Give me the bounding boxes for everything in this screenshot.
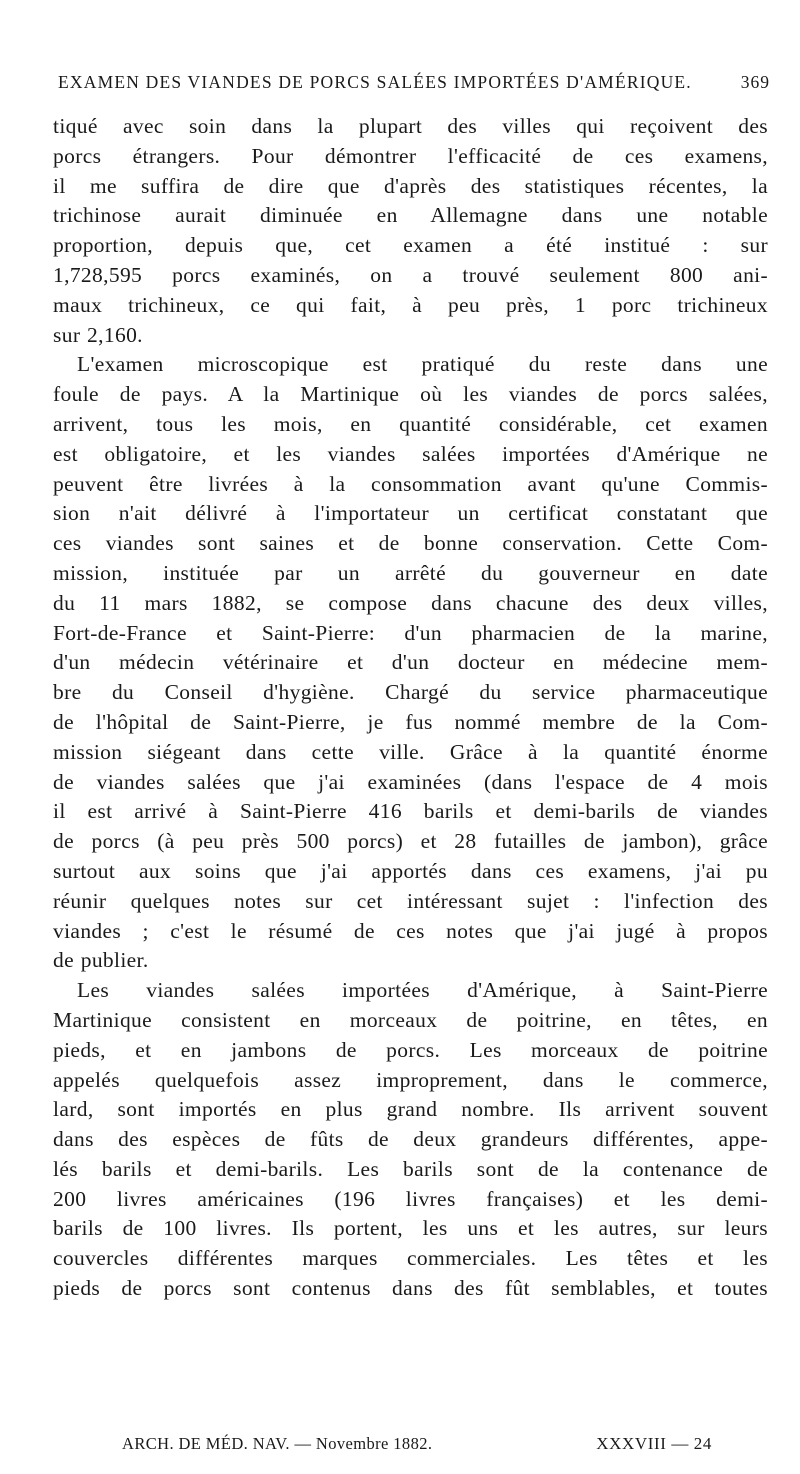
text-line: Fort-de-France et Saint-Pierre: d'un pharmacien de la marine, xyxy=(53,620,768,645)
text-line: d'un médecin vétérinaire et d'un docteur en médecine mem- xyxy=(53,650,768,675)
text-line: lés barils et demi-barils. Les barils sont de la contenance de xyxy=(53,1156,768,1181)
text-line: sur 2,160. xyxy=(53,322,143,347)
text-line: de publier. xyxy=(53,948,149,973)
text-line: bre du Conseil d'hygiène. Chargé du service pharmaceutique xyxy=(53,680,768,705)
text-line: viandes ; c'est le résumé de ces notes que j'ai jugé à propos xyxy=(53,918,768,943)
text-line: lard, sont importés en plus grand nombre. Ils arrivent souvent xyxy=(53,1097,768,1122)
text-line: de l'hôpital de Saint-Pierre, je fus nommé membre de la Com- xyxy=(53,709,768,734)
page-number: 369 xyxy=(740,72,770,92)
text-line: Les viandes salées importées d'Amérique, à Saint-Pierre xyxy=(77,978,768,1003)
running-head xyxy=(58,72,770,98)
paragraph-imported-meats xyxy=(53,976,768,1304)
text-line: tiqué avec soin dans la plupart des villes qui reçoivent des xyxy=(53,114,768,138)
text-line: pieds de porcs sont contenus dans des fût semblables, et toutes xyxy=(53,1276,768,1301)
text-line: sion n'ait délivré à l'importateur un certificat constatant que xyxy=(53,501,768,526)
text-line: pieds, et en jambons de porcs. Les morceaux de poitrine xyxy=(53,1037,768,1062)
text-line: du 11 mars 1882, se compose dans chacune des deux villes, xyxy=(53,590,768,615)
text-line: réunir quelques notes sur cet intéressant sujet : l'infection des xyxy=(53,888,768,913)
text-line: 200 livres américaines (196 livres françaises) et les demi- xyxy=(53,1186,768,1211)
text-line: foule de pays. A la Martinique où les viandes de porcs salées, xyxy=(53,382,768,407)
running-title: EXAMEN DES VIANDES DE PORCS SALÉES IMPORTÉES D'AMÉRIQUE. xyxy=(58,72,692,92)
text-line: Martinique consistent en morceaux de poitrine, en têtes, en xyxy=(53,1007,768,1032)
text-line: est obligatoire, et les viandes salées importées d'Amérique ne xyxy=(53,441,768,466)
text-line: de porcs (à peu près 500 porcs) et 28 futailles de jambon), grâce xyxy=(53,829,768,854)
text-line: L'examen microscopique est pratiqué du reste dans une xyxy=(77,352,768,377)
signature-mark: XXXVIII — 24 xyxy=(596,1434,712,1453)
paragraph-continued xyxy=(53,112,768,350)
text-line: il me suffira de dire que d'après des statistiques récentes, la xyxy=(53,173,768,198)
text-line: couvercles différentes marques commerciales. Les têtes et les xyxy=(53,1246,768,1271)
text-line: mission, instituée par un arrêté du gouverneur en date xyxy=(53,560,768,585)
paragraph-microscopic-exam xyxy=(53,350,768,976)
text-line: peuvent être livrées à la consommation avant qu'une Commis- xyxy=(53,471,768,496)
journal-reference: ARCH. DE MÉD. NAV. — Novembre 1882. xyxy=(122,1434,433,1453)
text-line: barils de 100 livres. Ils portent, les uns et les autres, sur leurs xyxy=(53,1216,768,1241)
text-line: arrivent, tous les mois, en quantité considérable, cet examen xyxy=(53,411,768,436)
body-text xyxy=(53,112,768,1304)
text-line: 1,728,595 porcs examinés, on a trouvé seulement 800 ani- xyxy=(53,262,768,287)
text-line: ces viandes sont saines et de bonne conservation. Cette Com- xyxy=(53,531,768,556)
text-line: dans des espèces de fûts de deux grandeurs différentes, appe- xyxy=(53,1127,768,1152)
text-line: mission siégeant dans cette ville. Grâce à la quantité énorme xyxy=(53,739,768,764)
text-line: surtout aux soins que j'ai apportés dans ces examens, j'ai pu xyxy=(53,858,768,883)
text-line: de viandes salées que j'ai examinées (dans l'espace de 4 mois xyxy=(53,769,768,794)
text-line: il est arrivé à Saint-Pierre 416 barils et demi-barils de viandes xyxy=(53,799,768,824)
text-line: trichinose aurait diminuée en Allemagne dans une notable xyxy=(53,203,768,228)
text-line: appelés quelquefois assez improprement, dans le commerce, xyxy=(53,1067,768,1092)
text-line: maux trichineux, ce qui fait, à peu près, 1 porc trichineux xyxy=(53,292,768,317)
text-line: proportion, depuis que, cet examen a été institué : sur xyxy=(53,233,768,258)
page-footer xyxy=(122,1434,712,1460)
text-line: porcs étrangers. Pour démontrer l'efficacité de ces examens, xyxy=(53,143,768,168)
